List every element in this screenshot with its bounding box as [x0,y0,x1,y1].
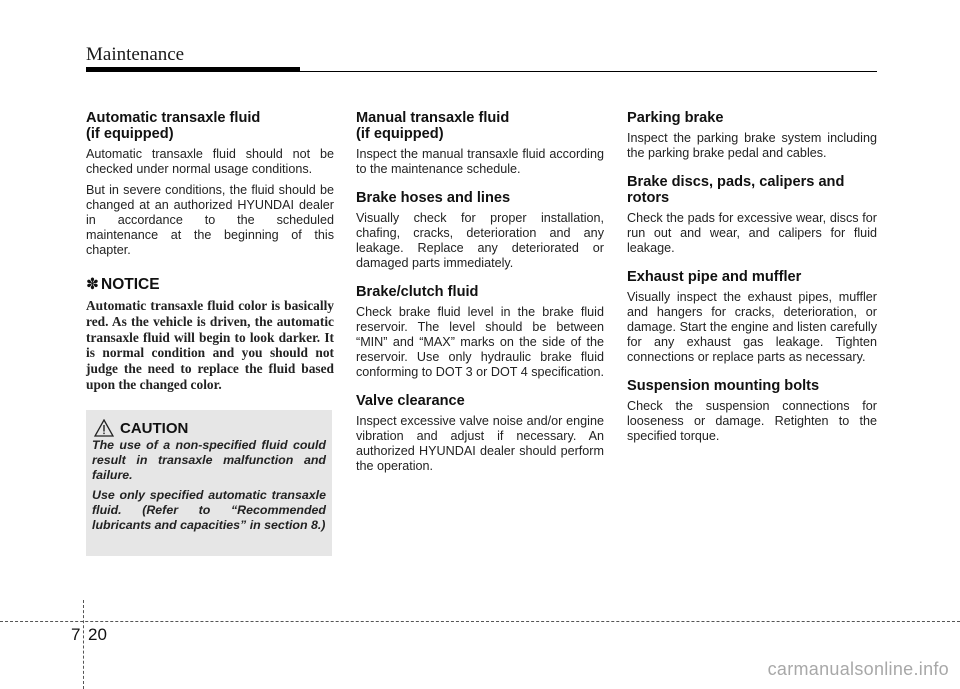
asterisk-icon: ✽ [86,276,99,293]
heading-brake-clutch-fluid: Brake/clutch fluid [356,284,479,300]
chapter-number: 7 [71,625,81,644]
paragraph: Check the pads for excessive wear, discs for run out and wear, and calipers for fluid leakage. [627,211,877,255]
column-right [627,110,877,444]
header-rule-thick [86,67,300,72]
watermark: carmanualsonline.info [767,659,949,679]
paragraph: Visually check for proper installation, chafing, cracks, deterioration and any leakage. Replace any deteriorated or damaged parts immediately. [356,211,604,270]
column-middle [356,110,604,474]
notice-heading [86,275,334,294]
notice-title: NOTICE [101,276,160,293]
heading-automatic-transaxle-fluid: Automatic transaxle fluid (if equipped) [86,110,261,142]
paragraph: Inspect the parking brake system including the parking brake pedal and cables. [627,131,877,160]
footer-rule [0,621,960,622]
heading-exhaust-pipe: Exhaust pipe and muffler [627,269,802,285]
caution-paragraph: Use only specified automatic transaxle fluid. (Refer to “Recommended lubricants and capacities” in section 8.) [92,488,326,532]
notice-text: Automatic transaxle fluid color is basically red. As the vehicle is driven, the automatic transaxle fluid will begin to look darker. It is normal condition and you should not judge the need to replace the fluid based upon the changed color. [86,298,334,392]
section-title: Maintenance [86,44,185,65]
paragraph: Inspect the manual transaxle fluid according to the maintenance schedule. [356,147,604,176]
column-left [86,110,334,393]
heading-suspension-bolts: Suspension mounting bolts [627,378,820,394]
paragraph: Automatic transaxle fluid should not be checked under normal usage conditions. [86,147,334,176]
heading-manual-transaxle-fluid: Manual transaxle fluid (if equipped) [356,110,510,142]
caution-text [92,438,326,538]
paragraph: But in severe conditions, the fluid should be changed at an authorized HYUNDAI dealer in accordance to the scheduled maintenance at the beginning of this chapter. [86,183,334,257]
caution-title: CAUTION [120,419,189,437]
paragraph: Visually inspect the exhaust pipes, muffler and hangers for cracks, deterioration, or damage. Start the engine and listen carefully for any exhaust gas leakage. Tighten connections or replace parts as necessary. [627,290,877,364]
heading-parking-brake: Parking brake [627,110,724,126]
heading-valve-clearance: Valve clearance [356,393,465,409]
footer-divider [83,600,84,689]
header-rule-thin [300,71,877,72]
caution-box [86,410,332,556]
paragraph: Check the suspension connections for looseness or damage. Retighten to the specified torque. [627,399,877,443]
warning-triangle-icon [94,419,114,437]
caution-paragraph: The use of a non-specified fluid could result in transaxle malfunction and failure. [92,438,326,482]
heading-brake-hoses: Brake hoses and lines [356,190,511,206]
paragraph: Inspect excessive valve noise and/or engine vibration and adjust if necessary. An authorized HYUNDAI dealer should perform the operation. [356,414,604,473]
page-number: 20 [88,625,107,644]
caution-heading [94,417,188,439]
paragraph: Check brake fluid level in the brake fluid reservoir. The level should be between “MIN” and “MAX” marks on the side of the reservoir. Use only hydraulic brake fluid conforming to DOT 3 or DOT 4 specification. [356,305,605,379]
heading-brake-discs: Brake discs, pads, calipers and rotors [627,174,845,206]
